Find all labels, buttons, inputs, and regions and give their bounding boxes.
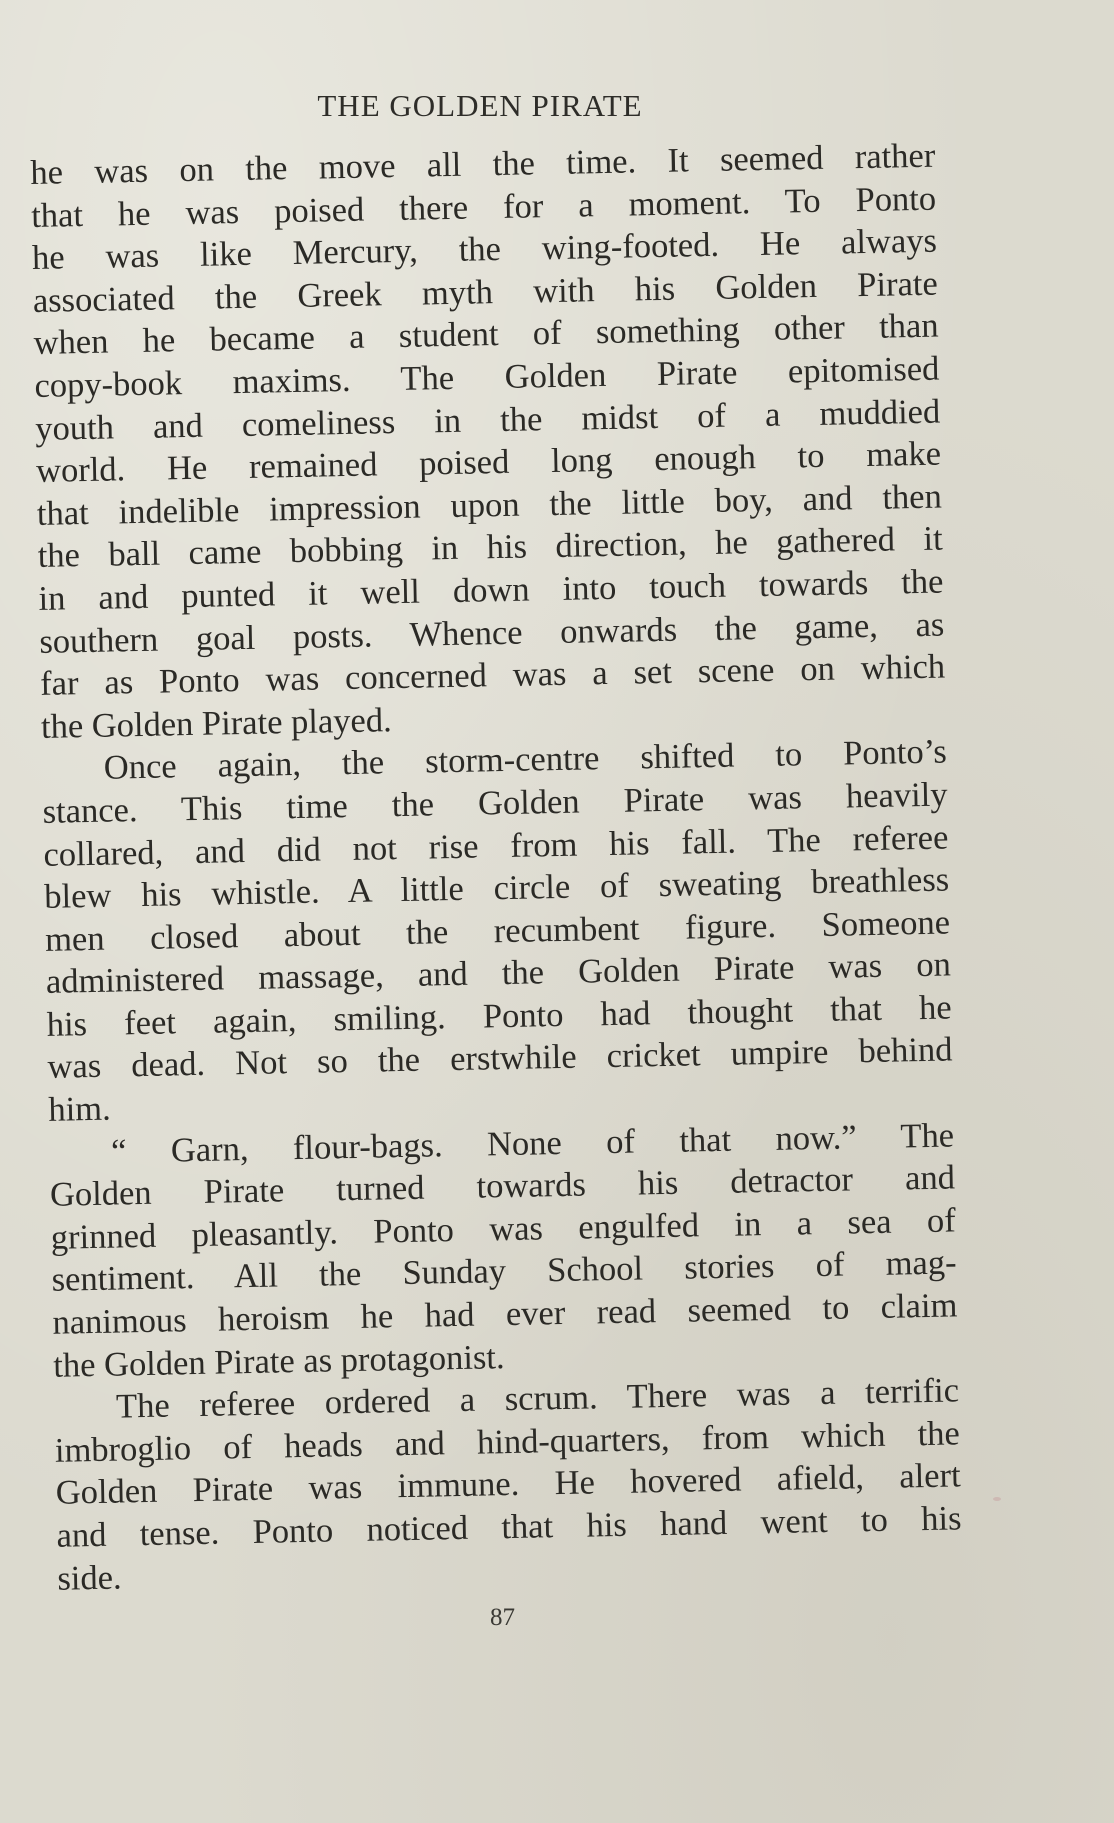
text-line: The referee ordered a scrum. There was a terrific xyxy=(115,1371,960,1426)
text-line: that he was poised there for a moment. To Ponto xyxy=(30,179,937,235)
text-line: stance. This time the Golden Pirate was heavily xyxy=(42,775,948,831)
text-line: youth and comeliness in the midst of a muddied xyxy=(34,392,941,448)
text-line: him. xyxy=(48,1089,112,1129)
text-line: collared, and did not rise from his fall. The referee xyxy=(43,818,949,874)
text-line: the ball came bobbing in his direction, he gathered it xyxy=(37,519,943,576)
text-line: he was on the move all the time. It seemed rather xyxy=(30,136,936,192)
text-line: southern goal posts. Whence onwards the game, as xyxy=(39,605,945,661)
text-line: Golden Pirate was immune. He hovered afield, alert xyxy=(55,1456,961,1513)
text-line: copy-book maxims. The Golden Pirate epitomised xyxy=(34,349,940,405)
text-line: Golden Pirate turned towards his detractor and xyxy=(49,1158,956,1215)
text-line: men closed about the recumbent figure. Someone xyxy=(44,903,951,959)
text-line: administered massage, and the Golden Pirate was on xyxy=(45,945,952,1002)
text-line: and tense. Ponto noticed that his hand went to his xyxy=(56,1499,962,1555)
page-number: 87 xyxy=(490,1604,515,1631)
text-line: was dead. Not so the erstwhile cricket umpire behind xyxy=(47,1030,953,1087)
text-line: associated the Greek myth with his Golden Pirate xyxy=(32,264,939,320)
text-line: the Golden Pirate played. xyxy=(40,700,392,746)
text-line: nanimous heroism he had ever read seemed to claim xyxy=(52,1286,958,1342)
text-line: grinned pleasantly. Ponto was engulfed in a sea of xyxy=(50,1201,957,1257)
text-line: that indelible impression upon the little boy, and then xyxy=(36,477,943,533)
text-line: when he became a student of something other than xyxy=(33,306,939,363)
text-line: far as Ponto was concerned was a set scene on which xyxy=(39,647,946,704)
text-line: his feet again, smiling. Ponto had thought that he xyxy=(46,988,952,1044)
text-line: in and punted it well down into touch towards the xyxy=(38,562,944,618)
text-line: side. xyxy=(57,1558,122,1598)
body-text xyxy=(30,135,963,1600)
text-line: “ Garn, flour-bags. None of that now.” The xyxy=(110,1116,955,1171)
text-line: he was like Mercury, the wing-footed. He always xyxy=(31,221,938,278)
paper-blemish xyxy=(993,1497,1001,1501)
text-line: blew his whistle. A little circle of sweating breathless xyxy=(43,860,950,916)
text-line: world. He remained poised long enough to make xyxy=(35,434,942,491)
text-line: sentiment. All the Sunday School stories of mag- xyxy=(51,1243,957,1300)
running-head: THE GOLDEN PIRATE xyxy=(317,88,643,123)
text-line: imbroglio of heads and hind-quarters, from which the xyxy=(54,1414,961,1470)
text-line: the Golden Pirate as protagonist. xyxy=(52,1337,505,1385)
text-line: Once again, the storm-centre shifted to Ponto’s xyxy=(103,732,948,788)
